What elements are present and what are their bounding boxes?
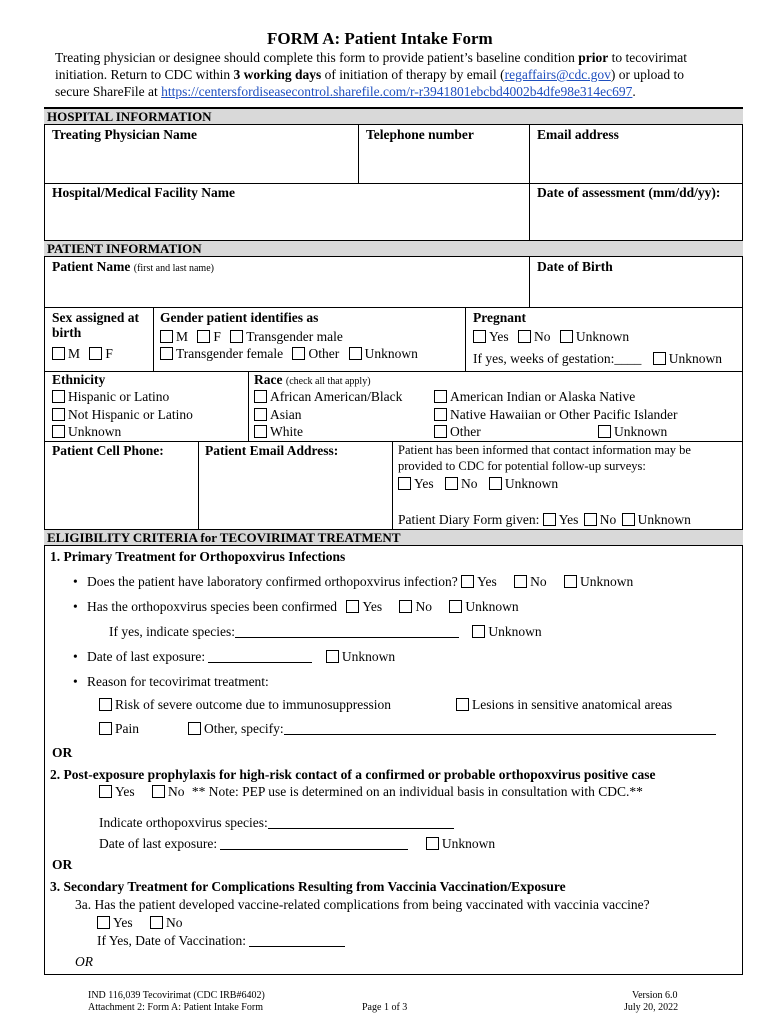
informed-no-checkbox[interactable]	[445, 477, 458, 490]
pep-row: Yes No ** Note: PEP use is determined on an individual basis in consultation with CDC.**	[99, 784, 643, 800]
q2-no-checkbox[interactable]	[399, 600, 412, 613]
gender-label: Gender patient identifies as	[160, 310, 319, 325]
race-white-checkbox[interactable]	[254, 425, 267, 438]
species-unknown-checkbox[interactable]	[472, 625, 485, 638]
ethnicity-unknown: Unknown	[52, 424, 121, 440]
vaccination-date-row: If Yes, Date of Vaccination:	[97, 933, 345, 949]
pep-no-checkbox[interactable]	[152, 785, 165, 798]
gender-other-checkbox[interactable]	[292, 347, 305, 360]
race-african: African American/Black	[254, 389, 402, 405]
ethnicity-hispanic: Hispanic or Latino	[52, 389, 169, 405]
ethnicity-label: Ethnicity	[52, 372, 106, 387]
race-african-checkbox[interactable]	[254, 390, 267, 403]
pain-checkbox[interactable]	[99, 722, 112, 735]
reason-risk: Risk of severe outcome due to immunosuppression	[99, 697, 391, 713]
informed-text-2: provided to CDC for potential follow-up surveys:	[398, 459, 646, 473]
reason-pain: Pain	[99, 721, 139, 737]
section-3-heading: 3. Secondary Treatment for Complications Resulting from Vaccinia Vaccination/Exposure	[50, 879, 566, 894]
race-hawaiian: Native Hawaiian or Other Pacific Islander	[434, 407, 678, 423]
not-hispanic-checkbox[interactable]	[52, 408, 65, 421]
intro-line-3: secure ShareFile at https://centersfordiseasecontrol.sharefile.com/r-r3941801ebcbd4002b4dfe98e314ec697.	[55, 84, 636, 99]
species-row: If yes, indicate species: Unknown	[109, 624, 542, 639]
race-other: Other	[434, 424, 481, 440]
diary-row: Patient Diary Form given: Yes No Unknown	[398, 512, 691, 527]
eligibility-section-header: ELIGIBILITY CRITERIA for TECOVIRIMAT TREATMENT	[44, 529, 743, 546]
gender-unknown-checkbox[interactable]	[349, 347, 362, 360]
sex-label-2: birth	[52, 325, 82, 340]
diary-no-checkbox[interactable]	[584, 513, 597, 526]
other-specify-field[interactable]	[284, 734, 716, 735]
last-exposure-field[interactable]	[208, 662, 312, 663]
q3a-options: Yes No	[97, 915, 183, 931]
footer-version: Version 6.0	[632, 990, 678, 1001]
ethnicity-not-hispanic: Not Hispanic or Latino	[52, 407, 193, 423]
last-exposure-unknown-checkbox[interactable]	[326, 650, 339, 663]
hospital-section-header: HOSPITAL INFORMATION	[44, 108, 743, 125]
section-1-heading: 1. Primary Treatment for Orthopoxvirus Infections	[50, 549, 346, 564]
race-american-indian-checkbox[interactable]	[434, 390, 447, 403]
reason-lesions: Lesions in sensitive anatomical areas	[456, 697, 672, 713]
pregnant-label: Pregnant	[473, 310, 526, 325]
gender-m-checkbox[interactable]	[160, 330, 173, 343]
hispanic-checkbox[interactable]	[52, 390, 65, 403]
telephone-label: Telephone number	[366, 127, 474, 142]
ethnicity-unknown-checkbox[interactable]	[52, 425, 65, 438]
facility-name-label: Hospital/Medical Facility Name	[52, 185, 235, 200]
gestation-unknown-checkbox[interactable]	[653, 352, 666, 365]
pep-exposure-unknown-checkbox[interactable]	[426, 837, 439, 850]
race-label: Race (check all that apply)	[254, 372, 371, 387]
risk-checkbox[interactable]	[99, 698, 112, 711]
intro-line-2: initiation. Return to CDC within 3 working days of initiation of therapy by email (regaffairs@cdc.gov) or upload to	[55, 67, 684, 82]
q1-row: • Does the patient have laboratory confirmed orthopoxvirus infection? Yes No Unknown	[87, 574, 633, 590]
or-label-3: OR	[75, 954, 93, 969]
race-unknown-checkbox[interactable]	[598, 425, 611, 438]
reason-label: • Reason for tecovirimat treatment:	[87, 674, 269, 690]
pregnant-no-checkbox[interactable]	[518, 330, 531, 343]
sex-options: M F	[52, 346, 113, 362]
cdc-email-link[interactable]: regaffairs@cdc.gov	[504, 67, 611, 82]
q1-yes-checkbox[interactable]	[461, 575, 474, 588]
diary-unknown-checkbox[interactable]	[622, 513, 635, 526]
sex-f-checkbox[interactable]	[89, 347, 102, 360]
vaccination-date-field[interactable]	[249, 946, 345, 947]
gender-trans-female-checkbox[interactable]	[160, 347, 173, 360]
pregnant-unknown-checkbox[interactable]	[560, 330, 573, 343]
footer-page-number: Page 1 of 3	[362, 1002, 408, 1013]
q2-yes-checkbox[interactable]	[346, 600, 359, 613]
gender-options-row2: Transgender female Other Unknown	[160, 346, 418, 362]
q2-row: • Has the orthopoxvirus species been confirmed Yes No Unknown	[87, 599, 519, 615]
dob-label: Date of Birth	[537, 259, 613, 274]
sex-m-checkbox[interactable]	[52, 347, 65, 360]
email-label: Email address	[537, 127, 619, 142]
footer-date: July 20, 2022	[624, 1002, 679, 1013]
race-hawaiian-checkbox[interactable]	[434, 408, 447, 421]
gestation-row: If yes, weeks of gestation:____ Unknown	[473, 351, 722, 366]
or-label-2: OR	[52, 857, 73, 872]
lesions-checkbox[interactable]	[456, 698, 469, 711]
species-field[interactable]	[235, 637, 459, 638]
gender-trans-male-checkbox[interactable]	[230, 330, 243, 343]
or-label-1: OR	[52, 745, 73, 760]
gender-options-row1: M F Transgender male	[160, 329, 343, 345]
date-assessment-label: Date of assessment (mm/dd/yy):	[537, 185, 721, 200]
patient-name-label: Patient Name (first and last name)	[52, 259, 214, 274]
pregnant-yes-checkbox[interactable]	[473, 330, 486, 343]
pep-last-exposure-row: Date of last exposure: Unknown	[99, 836, 496, 851]
pep-species-field[interactable]	[268, 828, 454, 829]
physician-name-label: Treating Physician Name	[52, 127, 197, 142]
form-title: FORM A: Patient Intake Form	[267, 29, 493, 48]
last-exposure-row: • Date of last exposure: Unknown	[87, 649, 395, 665]
race-asian: Asian	[254, 407, 302, 423]
q3a-text: 3a. Has the patient developed vaccine-related complications from being vaccinated with vaccinia vaccine?	[75, 897, 650, 912]
patient-email-label: Patient Email Address:	[205, 443, 339, 458]
indicate-species-row: Indicate orthopoxvirus species:	[99, 815, 454, 831]
pep-last-exposure-field[interactable]	[220, 849, 408, 850]
diary-yes-checkbox[interactable]	[543, 513, 556, 526]
footer-attachment: Attachment 2: Form A: Patient Intake Form	[88, 1002, 263, 1013]
reason-other: Other, specify:	[188, 721, 716, 737]
cell-phone-label: Patient Cell Phone:	[52, 443, 164, 458]
race-other-checkbox[interactable]	[434, 425, 447, 438]
footer-ind: IND 116,039 Tecovirimat (CDC IRB#6402)	[88, 990, 265, 1001]
race-white: White	[254, 424, 303, 440]
sex-label: Sex assigned at	[52, 310, 140, 325]
sharefile-link[interactable]: https://centersfordiseasecontrol.sharefile.com/r-r3941801ebcbd4002b4dfe98e314ec697	[161, 84, 633, 99]
q1-unknown-checkbox[interactable]	[564, 575, 577, 588]
informed-yes-checkbox[interactable]	[398, 477, 411, 490]
patient-section-header: PATIENT INFORMATION	[44, 240, 743, 257]
section-2-heading: 2. Post-exposure prophylaxis for high-risk contact of a confirmed or probable orthopoxvirus positive case	[50, 767, 656, 782]
q3a-no-checkbox[interactable]	[150, 916, 163, 929]
q1-no-checkbox[interactable]	[514, 575, 527, 588]
informed-unknown-checkbox[interactable]	[489, 477, 502, 490]
informed-options: Yes No Unknown	[398, 476, 558, 492]
pep-yes-checkbox[interactable]	[99, 785, 112, 798]
pregnant-options: Yes No Unknown	[473, 329, 629, 345]
q2-unknown-checkbox[interactable]	[449, 600, 462, 613]
race-american-indian: American Indian or Alaska Native	[434, 389, 635, 405]
informed-text-1: Patient has been informed that contact information may be	[398, 443, 691, 457]
race-unknown: Unknown	[598, 424, 667, 440]
reason-other-checkbox[interactable]	[188, 722, 201, 735]
gender-f-checkbox[interactable]	[197, 330, 210, 343]
race-asian-checkbox[interactable]	[254, 408, 267, 421]
intro-line-1: Treating physician or designee should complete this form to provide patient’s baseline condition prior to tecovirimat	[55, 50, 688, 65]
q3a-yes-checkbox[interactable]	[97, 916, 110, 929]
